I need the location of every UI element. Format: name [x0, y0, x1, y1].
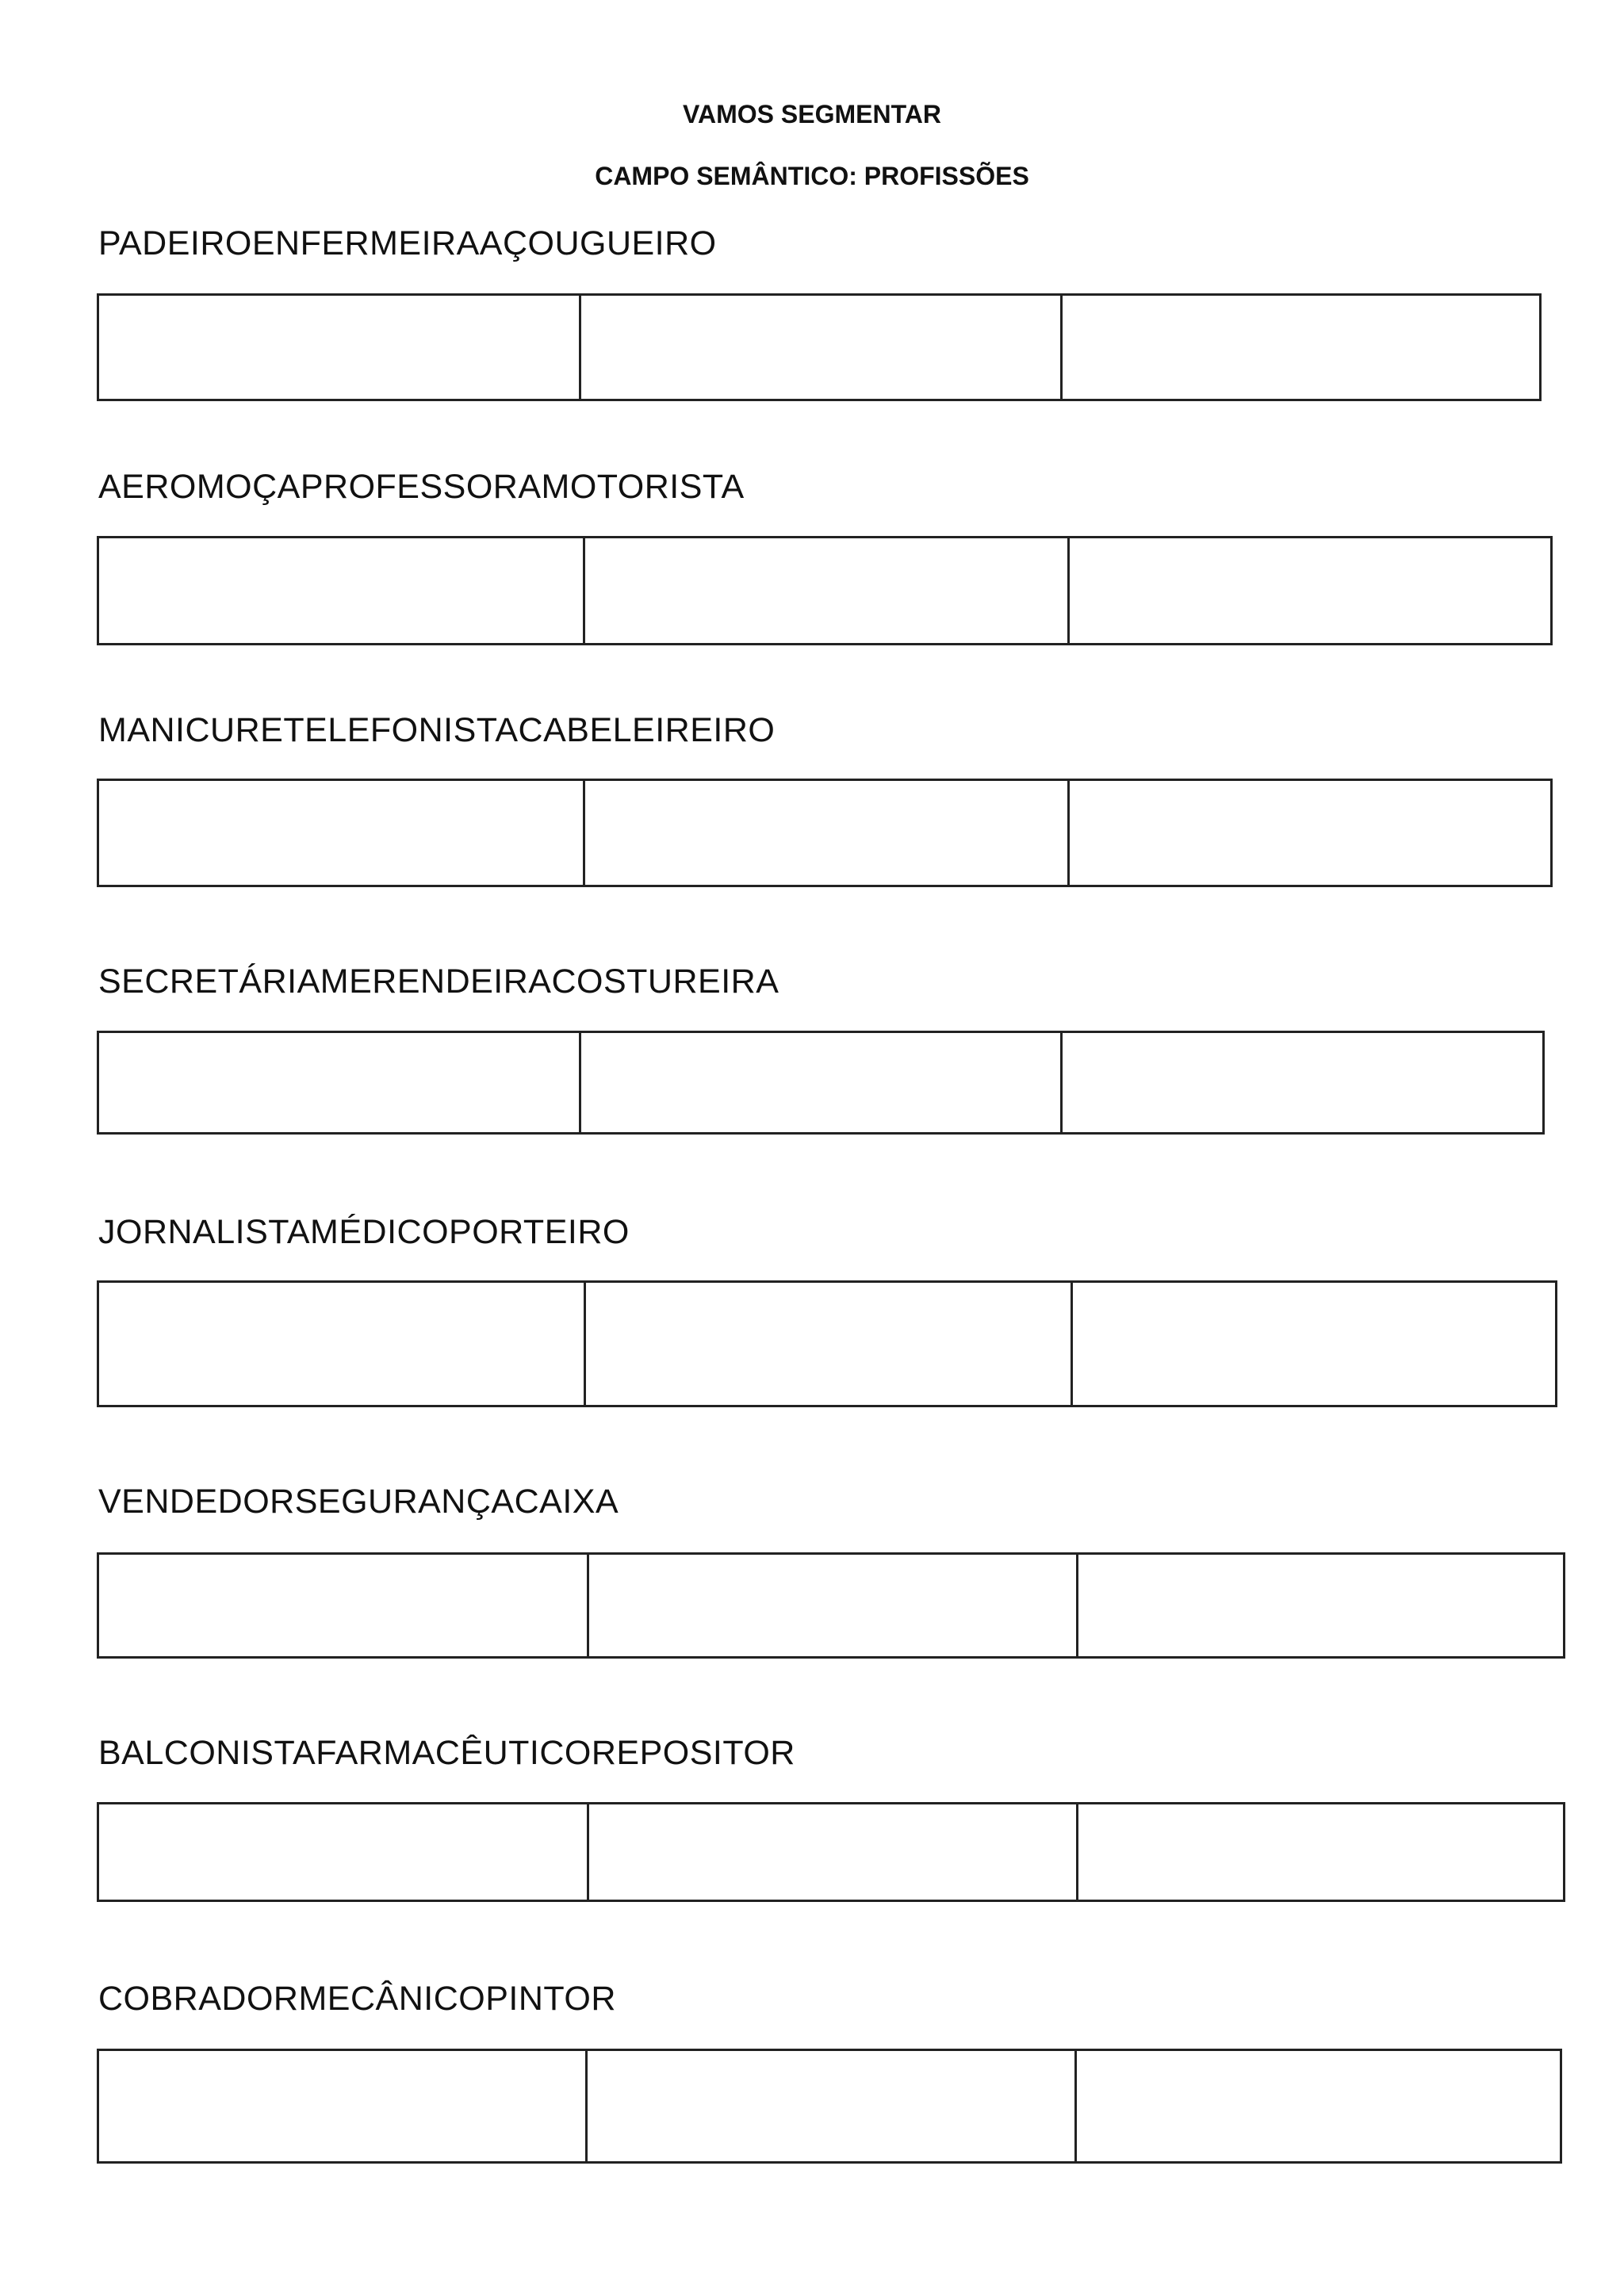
answer-box[interactable] — [589, 1804, 1078, 1900]
answer-box[interactable] — [1063, 296, 1539, 399]
answer-row — [97, 1552, 1565, 1659]
answer-row — [97, 779, 1553, 887]
answer-box[interactable] — [1070, 781, 1550, 885]
answer-box[interactable] — [1063, 1033, 1542, 1132]
answer-box[interactable] — [99, 781, 585, 885]
exercise-prompt: JORNALISTAMÉDICOPORTEIRO — [98, 1213, 630, 1251]
answer-box[interactable] — [586, 1283, 1073, 1405]
answer-box[interactable] — [99, 1804, 589, 1900]
answer-box[interactable] — [581, 1033, 1063, 1132]
exercise-prompt: COBRADORMECÂNICOPINTOR — [98, 1980, 616, 2018]
answer-row — [97, 536, 1553, 645]
answer-box[interactable] — [99, 1555, 589, 1656]
answer-box[interactable] — [1073, 1283, 1555, 1405]
exercise-prompt: BALCONISTAFARMACÊUTICOREPOSITOR — [98, 1734, 795, 1772]
answer-row — [97, 293, 1542, 401]
answer-row — [97, 1280, 1557, 1407]
exercise-prompt: VENDEDORSEGURANÇACAIXA — [98, 1483, 619, 1521]
answer-box[interactable] — [581, 296, 1063, 399]
answer-box[interactable] — [99, 1283, 586, 1405]
answer-box[interactable] — [99, 296, 581, 399]
answer-box[interactable] — [585, 538, 1070, 643]
answer-box[interactable] — [1078, 1555, 1563, 1656]
answer-box[interactable] — [99, 538, 585, 643]
answer-box[interactable] — [585, 781, 1070, 885]
worksheet-subtitle: CAMPO SEMÂNTICO: PROFISSÕES — [595, 162, 1029, 190]
worksheet-title: VAMOS SEGMENTAR — [683, 100, 941, 128]
answer-box[interactable] — [99, 1033, 581, 1132]
answer-box[interactable] — [1077, 2051, 1560, 2161]
answer-box[interactable] — [99, 2051, 588, 2161]
answer-box[interactable] — [1070, 538, 1550, 643]
answer-row — [97, 1802, 1565, 1902]
exercise-prompt: SECRETÁRIAMERENDEIRACOSTUREIRA — [98, 962, 779, 1001]
answer-box[interactable] — [589, 1555, 1078, 1656]
answer-row — [97, 2049, 1562, 2164]
exercise-prompt: MANICURETELEFONISTACABELEIREIRO — [98, 711, 776, 749]
answer-box[interactable] — [1078, 1804, 1563, 1900]
answer-box[interactable] — [588, 2051, 1077, 2161]
answer-row — [97, 1031, 1545, 1135]
exercise-prompt: PADEIROENFERMEIRAAÇOUGUEIRO — [98, 224, 717, 262]
exercise-prompt: AEROMOÇAPROFESSORAMOTORISTA — [98, 468, 745, 506]
